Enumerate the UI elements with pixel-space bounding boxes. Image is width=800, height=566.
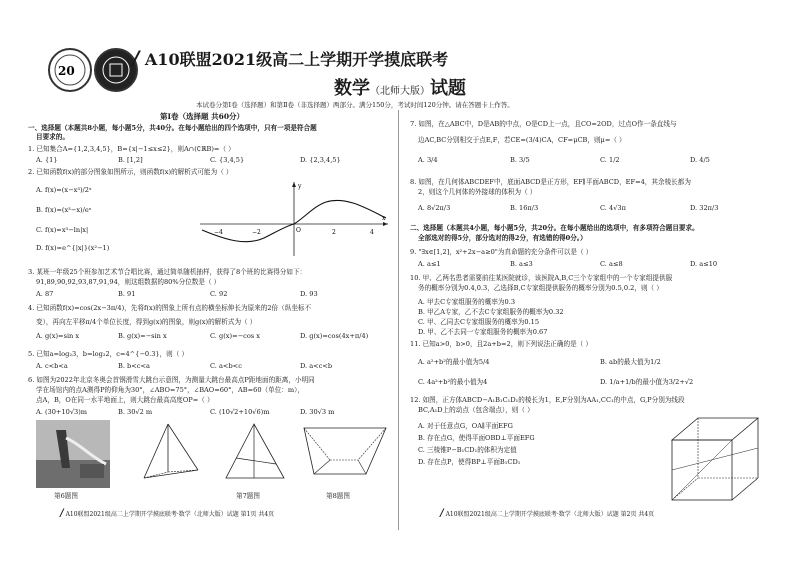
q10-option-c: C. 甲、乙同去C专家组服务的概率为0.15 [418, 318, 540, 326]
q2-option-c: C. f(x)=x³−ln|x| [36, 226, 89, 234]
q2-option-a: A. f(x)=(x−x³)/2ˣ [36, 186, 92, 194]
figure-6-caption: 第6题图 [54, 492, 78, 500]
figure-7-caption: 第7题图 [236, 492, 260, 500]
question-6-line-1: 6. 如图为2022年北京冬奥会首钢滑雪大跳台示意图，为测量大跳台最高点P距地面的距离，小明同 [28, 376, 315, 384]
exam-brand: A10联盟2021级高二上学期开学摸底联考 [144, 50, 449, 69]
q5-option-a: A. c<b<a [36, 362, 68, 370]
left-footer-text: A10联盟2021级高二上学期开学摸底联考·数学（北师大版）试题 第1页 共4页 [65, 511, 275, 518]
graph-tick-neg4: −4 [214, 229, 223, 236]
school-seal-logo [48, 48, 92, 92]
q7-option-b: B. 3/5 [510, 156, 530, 164]
q1-option-a: A. {1} [36, 156, 58, 164]
question-11: 11. 已知a>0，b>0，且2a+b=2，则下列说法正确的是（ ） [410, 340, 592, 348]
section-2-intro-1: 二、选择题（本题共4小题，每小题5分，共20分。在每小题给出的选项中，有多项符合题目要求。 [410, 224, 699, 232]
question-9: 9. "∃x∈[1,2]，x²+2x−a≥0"为真命题的充分条件可以是（ ） [410, 248, 593, 256]
brand-mark-icon: / [132, 46, 140, 70]
q11-option-a: A. a²+b²的最小值为5/4 [418, 358, 490, 366]
q8-option-b: B. 16π/3 [510, 204, 539, 212]
right-footer-text: A10联盟2021级高二上学期开学摸底联考·数学（北师大版）试题 第2页 共4页 [445, 511, 655, 518]
graph-tick-2: 2 [332, 229, 336, 236]
q12-option-c: C. 三棱锥P−B₁CD₁的体积为定值 [418, 446, 517, 454]
question-3-line-1: 3. 某班一年级25个班参加艺术节合唱比赛，通过简单随机抽样，获得了8个班的比赛得分如下： [28, 268, 307, 276]
question-7-line-2: 边AC,BC分别相交于点E,F，若CE=(3/4)CA，CF=μCB，则μ=（ ） [418, 136, 626, 144]
question-2: 2. 已知函数f(x)的部分图象如图所示，则函数f(x)的解析式可能为（ ） [28, 168, 233, 176]
q10-option-d: D. 甲、乙不去同一专家组服务的概率为0.67 [418, 328, 548, 336]
q1-option-b: B. [1,2] [118, 156, 143, 164]
q8-option-c: C. 4√3π [600, 204, 626, 212]
subject-name: 数学 [334, 78, 370, 99]
q11-option-c: C. 4a²+b²的最小值为4 [418, 378, 488, 386]
figure-8-diagram [300, 420, 390, 482]
question-8-line-2: 2，则这个几何体的外接球的体积为（ ） [418, 188, 537, 196]
q9-option-c: C. a≤8 [600, 260, 623, 268]
left-footer [60, 510, 274, 519]
q10-option-a: A. 甲去C专家组服务的概率为0.3 [418, 298, 516, 306]
figure-7-diagram [222, 420, 288, 482]
q4-option-b: B. g(x)=−sin x [118, 332, 167, 340]
q10-option-b: B. 甲乙A专家，乙不去C专家组服务的概率为0.32 [418, 308, 564, 316]
q1-option-c: C. {3,4,5} [210, 156, 245, 164]
brand-mark-icon: / [60, 508, 64, 519]
figure-6-diagram [138, 420, 208, 488]
subject-edition: （北师大版） [370, 86, 430, 97]
graph-axis-x: x [382, 215, 386, 222]
q4-option-c: C. g(x)=−cos x [210, 332, 260, 340]
graph-origin: O [296, 227, 301, 234]
question-4-line-2: 变），再向左平移π/4个单位长度，得到g(x)的图象，则g(x)的解析式为（ ） [36, 318, 257, 326]
exam-instructions: 本试卷分第Ⅰ卷（选择题）和第Ⅱ卷（非选择题）两部分。满分150分，考试时间120分钟。请在答题卡上作答。 [196, 101, 514, 109]
q6-option-d: D. 30√3 m [300, 408, 335, 416]
q3-option-b: B. 91 [118, 290, 136, 298]
q3-option-c: C. 92 [210, 290, 228, 298]
q5-option-b: B. b<c<a [118, 362, 150, 370]
q6-option-b: B. 30√2 m [118, 408, 153, 416]
q9-option-b: B. a≤3 [510, 260, 533, 268]
section-intro-2: 目要求的。 [36, 133, 69, 141]
q2-option-d: D. f(x)=e^{|x|}(x²−1) [36, 244, 110, 252]
q8-option-d: D. 32π/3 [690, 204, 719, 212]
q12-option-d: D. 存在点P，使得BP⊥平面B₁CD₁ [418, 458, 521, 466]
brand-mark-icon: / [440, 508, 444, 519]
svg-text:20: 20 [58, 64, 75, 78]
q8-option-a: A. 8√2π/3 [418, 204, 451, 212]
q9-option-a: A. a≤1 [418, 260, 441, 268]
section-intro-1: 一、选择题（本题共8小题，每小题5分，共40分。在每小题给出的四个选项中，只有一项是符合题 [28, 124, 317, 132]
question-10-line-2: 务的概率分别为0.4,0.3，乙选择B,C专家组提供服务的概率分别为0.5,0.2，则（ ） [418, 284, 663, 292]
q1-option-d: D. {2,3,4,5} [300, 156, 341, 164]
q12-option-a: A. 对于任意点G，OA∥平面EFG [418, 422, 513, 430]
figure-6-photo [36, 420, 110, 488]
q7-option-c: C. 1/2 [600, 156, 620, 164]
graph-axis-y: y [298, 183, 302, 190]
q5-option-c: C. a<b<c [210, 362, 242, 370]
question-10-line-1: 10. 甲、乙两名患者需要前往某医院就诊，该医院A,B,C三个专家组中的一个专家组提供服 [410, 274, 673, 282]
q4-option-a: A. g(x)=sin x [36, 332, 80, 340]
section-title: 第Ⅰ卷（选择题 共60分） [160, 112, 245, 121]
q2-function-graph [196, 178, 392, 258]
figure-12-cube [664, 412, 768, 504]
question-1: 1. 已知集合A={1,2,3,4,5}，B={x|−1≤x≤2}，则A∩(∁ℝB)=（ ） [28, 145, 235, 153]
question-3-line-2: 91,89,90,92,93,87,91,94，则这组数据的80%分位数是（ ） [36, 278, 221, 286]
section-2-intro-2: 全部选对的得5分，部分选对的得2分，有选错的得0分。） [418, 234, 587, 242]
q5-option-d: D. a<c<b [300, 362, 333, 370]
figure-8-caption: 第8题图 [326, 492, 350, 500]
question-4-line-1: 4. 已知函数f(x)=cos(2x−3π/4)，先将f(x)的图象上所有点的横坐标伸长为原来的2倍（纵坐标不 [28, 304, 312, 312]
question-12-line-1: 12. 如图，正方体ABCD−A₁B₁C₁D₁的棱长为1，E,F分别为AA₁,CC₁的中点，G,P分别为线段 [410, 396, 685, 404]
q9-option-d: D. a≤10 [690, 260, 718, 268]
question-12-line-2: BC,A₁D上的动点（包含端点），则（ ） [418, 406, 534, 414]
q3-option-d: D. 93 [300, 290, 318, 298]
q11-option-d: D. 1/a+1/b的最小值为3/2+√2 [600, 378, 694, 386]
q6-option-c: C. (10√2+10√6)m [210, 408, 270, 416]
subject-suffix: 试题 [430, 78, 466, 99]
question-7-line-1: 7. 如图，在△ABC中，D是AB的中点，O是CD上一点，且CO=2OD，过点O作一条直线与 [410, 120, 677, 128]
q4-option-d: D. g(x)=cos(4x+π/4) [300, 332, 369, 340]
q11-option-b: B. ab的最大值为1/2 [600, 358, 661, 366]
graph-tick-neg2: −2 [252, 229, 261, 236]
exam-title [132, 46, 448, 70]
q12-option-b: B. 存在点G，使得平面OBD⊥平面EFG [418, 434, 535, 442]
subject-heading [334, 74, 466, 100]
graph-tick-4: 4 [370, 229, 374, 236]
q3-option-a: A. 87 [36, 290, 54, 298]
question-6-line-3: 点A，B，O在同一水平地面上，则大跳台最高高度OP=（ ） [36, 396, 214, 404]
right-footer [440, 510, 654, 519]
question-6-line-2: 学在场馆内的点A测得P的仰角为30°，∠ABO=75°，∠BAO=60°，AB=60（单位：m）， [36, 386, 305, 394]
question-5: 5. 已知a=log₂3，b=log₃2，c=4^{−0.3}，则（ ） [28, 350, 189, 358]
q6-option-a: A. (30+10√3)m [36, 408, 88, 416]
q7-option-a: A. 3/4 [418, 156, 438, 164]
question-8-line-1: 8. 如图，在几何体ABCDEF中，底面ABCD是正方形，EF∥平面ABCD，EF=4，其余棱长都为 [410, 178, 691, 186]
q7-option-d: D. 4/5 [690, 156, 710, 164]
column-divider [398, 110, 399, 530]
q2-option-b: B. f(x)=(x³−x)/eˣ [36, 206, 92, 214]
